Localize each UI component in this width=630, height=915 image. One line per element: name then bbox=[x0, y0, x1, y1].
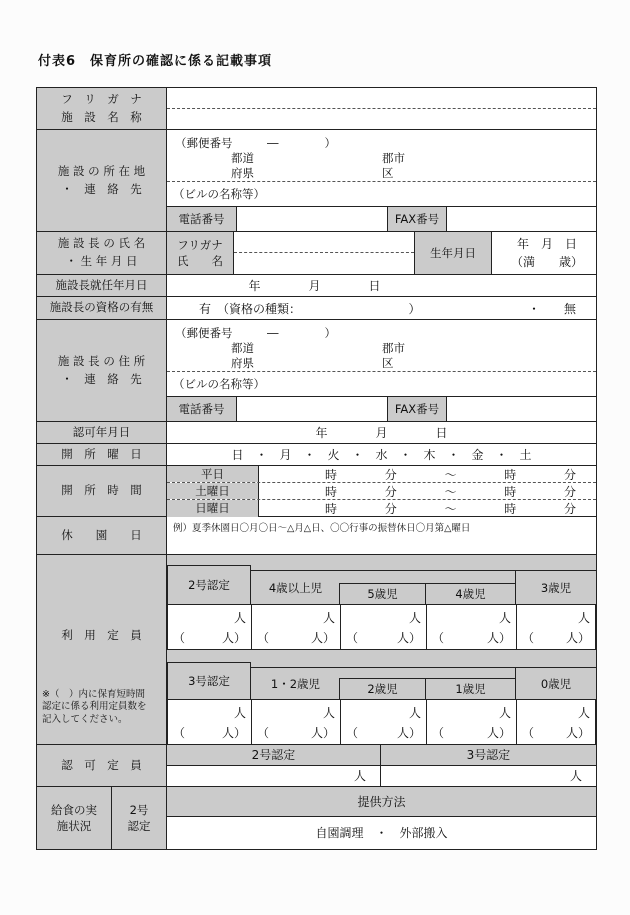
row-open-days bbox=[37, 443, 596, 465]
director-address-blank bbox=[167, 320, 596, 372]
facility-fax-blank bbox=[447, 207, 596, 231]
director-shimei-blank bbox=[234, 253, 414, 274]
page-title: 付表6 保育所の確認に係る記載事項 bbox=[38, 54, 273, 69]
header-cert-no3: 3号認定 bbox=[466, 748, 511, 763]
paren-close: 人） bbox=[486, 726, 511, 740]
header-age0 bbox=[515, 667, 597, 700]
capacity-cell bbox=[427, 700, 517, 744]
facility-name-blank bbox=[167, 109, 596, 130]
paren-open: （ bbox=[173, 631, 186, 645]
county-hint-top: 郡市 bbox=[382, 341, 405, 355]
director-name-blank bbox=[234, 232, 415, 274]
capacity-cell bbox=[252, 700, 341, 744]
unit-hint: 人 bbox=[408, 706, 421, 720]
capacity-values-no2 bbox=[167, 604, 596, 650]
label-name-line: 施 設 名 称 bbox=[61, 109, 142, 124]
age-label: 1歳児 bbox=[455, 682, 486, 696]
facility-building-blank bbox=[167, 182, 596, 207]
minute-hint: 分 bbox=[563, 484, 576, 499]
director-qualification-blank bbox=[167, 297, 596, 319]
open-hours-field bbox=[167, 466, 596, 516]
licensed-no2-blank bbox=[167, 766, 381, 786]
row-usage-capacity bbox=[37, 554, 596, 744]
label-tel: 電話番号 bbox=[167, 207, 237, 231]
label-tel: 電話番号 bbox=[167, 397, 237, 421]
qual-yes-hint: 有 （資格の種類： bbox=[199, 301, 302, 316]
label-director-address bbox=[37, 320, 167, 421]
paren-open: （ bbox=[346, 631, 359, 645]
prefecture-hint-bottom: 府県 bbox=[231, 166, 254, 180]
usage-capacity-title: 利 用 定 員 bbox=[61, 628, 142, 642]
label-line: 給食の実 bbox=[51, 802, 97, 817]
capacity-cell bbox=[252, 605, 341, 649]
approval-ymd-hint: 年 月 日 bbox=[315, 426, 448, 440]
paren-open: （ bbox=[173, 726, 186, 740]
paren-open: （ bbox=[257, 631, 270, 645]
qual-paren-close: ） bbox=[408, 301, 421, 316]
label-saturday: 土曜日 bbox=[167, 483, 259, 499]
label-line: ・ 生 年 月 日 bbox=[65, 254, 138, 268]
paren-open: （ bbox=[432, 726, 445, 740]
paren-open: （ bbox=[257, 726, 270, 740]
paren-close: 人） bbox=[221, 726, 246, 740]
county-hint-top: 郡市 bbox=[382, 151, 405, 165]
label-director-qualification: 施設長の資格の有無 bbox=[37, 297, 167, 319]
unit-hint: 人 bbox=[498, 706, 511, 720]
row-director-qualification bbox=[37, 296, 596, 319]
paren-close: 人） bbox=[565, 726, 590, 740]
unit-hint: 人 bbox=[233, 611, 246, 625]
tilde: ～ bbox=[444, 484, 457, 499]
unit-hint: 人 bbox=[569, 769, 582, 784]
paren-close: 人） bbox=[396, 726, 421, 740]
cert-label: 3号認定 bbox=[188, 674, 230, 688]
form-table bbox=[36, 87, 597, 850]
header-cert-no2 bbox=[167, 565, 251, 605]
director-tel-fax-row bbox=[167, 397, 596, 421]
label-usage-capacity bbox=[37, 555, 167, 744]
facility-tel-blank bbox=[237, 207, 387, 231]
label-facility-address bbox=[37, 130, 167, 231]
label-line: 施状況 bbox=[56, 819, 92, 833]
birthdate-age-hint: （満 歳） bbox=[510, 255, 583, 269]
prefecture-hint-top: 都道 bbox=[231, 341, 254, 355]
label-open-days: 開 所 曜 日 bbox=[37, 444, 167, 465]
label-line: 施 設 長 の 氏 名 bbox=[57, 236, 146, 251]
age-label: 4歳児 bbox=[455, 587, 486, 601]
meal-service-field bbox=[167, 787, 596, 849]
open-days-choices: 日 ・ 月 ・ 火 ・ 水 ・ 木 ・ 金 ・ 土 bbox=[231, 448, 532, 462]
paren-close: 人） bbox=[310, 631, 335, 645]
birthdate-ymd-hint: 年 月 日 bbox=[516, 237, 577, 251]
age-label: 0歳児 bbox=[540, 676, 572, 691]
label-line: 2号 bbox=[129, 802, 149, 817]
prefecture-hint-bottom: 府県 bbox=[231, 356, 254, 370]
facility-furigana-blank bbox=[167, 88, 596, 109]
closed-days-example: 例）夏季休園日〇月〇日～△月△日、〇〇行事の振替休日〇月第△曜日 bbox=[173, 523, 471, 534]
paren-close: 人） bbox=[565, 631, 590, 645]
minute-hint: 分 bbox=[384, 502, 397, 516]
row-facility-address bbox=[37, 129, 596, 231]
facility-tel-fax-row bbox=[167, 207, 596, 231]
row-facility-name bbox=[37, 88, 596, 129]
licensed-capacity-field bbox=[167, 745, 596, 786]
paren-close: 人） bbox=[310, 726, 335, 740]
label-line: 認定 bbox=[127, 819, 151, 833]
header-age1 bbox=[425, 678, 516, 700]
capacity-cell bbox=[517, 605, 595, 649]
facility-address-field bbox=[167, 130, 596, 231]
capacity-values-no3 bbox=[167, 699, 596, 745]
row-closed-days bbox=[37, 516, 596, 554]
hour-hint: 時 bbox=[504, 467, 517, 482]
minute-hint: 分 bbox=[384, 484, 397, 499]
capacity-cell bbox=[341, 700, 427, 744]
capacity-cell bbox=[341, 605, 427, 649]
director-fax-blank bbox=[447, 397, 596, 421]
usage-capacity-note bbox=[42, 689, 165, 726]
facility-address-blank bbox=[167, 130, 596, 182]
age-label: 3歳児 bbox=[540, 580, 572, 595]
header-age5 bbox=[339, 583, 426, 605]
minute-hint: 分 bbox=[563, 467, 576, 482]
paren-close: 人） bbox=[221, 631, 246, 645]
label-furigana-line: フ リ ガ ナ bbox=[61, 91, 142, 106]
capacity-cell bbox=[168, 605, 252, 649]
tilde: ～ bbox=[444, 467, 457, 482]
unit-hint: 人 bbox=[322, 706, 335, 720]
qual-no-hint: ・ 無 bbox=[527, 301, 576, 316]
weekday-time-blank bbox=[259, 466, 596, 482]
licensed-header bbox=[167, 745, 596, 766]
paren-open: （ bbox=[522, 631, 535, 645]
paren-close: 人） bbox=[396, 631, 421, 645]
director-address-field bbox=[167, 320, 596, 421]
open-hours-saturday bbox=[167, 483, 596, 500]
building-hint: （ビルの名称等） bbox=[173, 187, 265, 202]
minute-hint: 分 bbox=[563, 502, 576, 516]
unit-hint: 人 bbox=[408, 611, 421, 625]
group-label: 1・2歳児 bbox=[270, 676, 321, 691]
start-ymd-hint: 年 月 日 bbox=[248, 279, 381, 293]
licensed-no3-blank bbox=[381, 766, 596, 786]
unit-hint: 人 bbox=[577, 611, 590, 625]
note-line: 記入してください。 bbox=[42, 713, 128, 725]
approval-date-blank bbox=[167, 422, 596, 443]
label-shimei: 氏 名 bbox=[177, 254, 223, 268]
label-director-start: 施設長就任年月日 bbox=[37, 275, 167, 296]
unit-hint: 人 bbox=[322, 611, 335, 625]
age-label: 2歳児 bbox=[367, 682, 398, 696]
director-building-blank bbox=[167, 372, 596, 397]
director-birthdate-blank bbox=[492, 232, 596, 274]
facility-name-field bbox=[167, 88, 596, 129]
label-fax: FAX番号 bbox=[387, 397, 447, 421]
group-label: 4歳以上児 bbox=[268, 580, 323, 595]
label-director-furigana-name bbox=[167, 232, 234, 274]
unit-hint: 人 bbox=[353, 769, 366, 784]
open-hours-sunday bbox=[167, 500, 596, 517]
unit-hint: 人 bbox=[233, 706, 246, 720]
header-cert-no2: 2号認定 bbox=[167, 745, 381, 765]
row-meal-service bbox=[37, 786, 596, 849]
postal-code-hint: （郵便番号 ― ） bbox=[175, 326, 336, 340]
label-furigana: フリガナ bbox=[177, 237, 223, 252]
row-open-hours bbox=[37, 465, 596, 516]
row-director-name bbox=[37, 231, 596, 274]
label-line: 施 設 の 所 在 地 bbox=[57, 163, 146, 178]
ward-hint: 区 bbox=[382, 356, 394, 370]
label-line: ・ 連 絡 先 bbox=[61, 371, 142, 386]
header-cert-no3 bbox=[167, 662, 251, 700]
hour-hint: 時 bbox=[325, 467, 338, 482]
label-birthdate: 生年月日 bbox=[415, 232, 492, 274]
header-age2 bbox=[339, 678, 426, 700]
minute-hint: 分 bbox=[384, 467, 397, 482]
row-director-address bbox=[37, 319, 596, 421]
note-line: ※（ ）内に保育短時間 bbox=[42, 689, 145, 700]
meal-method-choices: 自園調理 ・ 外部搬入 bbox=[315, 826, 448, 841]
paren-close: 人） bbox=[486, 631, 511, 645]
hour-hint: 時 bbox=[325, 484, 338, 499]
hour-hint: 時 bbox=[504, 502, 517, 516]
row-director-start bbox=[37, 274, 596, 296]
saturday-time-blank bbox=[259, 483, 596, 499]
paren-open: （ bbox=[432, 631, 445, 645]
unit-hint: 人 bbox=[577, 706, 590, 720]
closed-days-blank bbox=[167, 517, 596, 554]
row-approval-date bbox=[37, 421, 596, 443]
director-start-blank bbox=[167, 275, 596, 296]
paren-open: （ bbox=[346, 726, 359, 740]
label-meal-service bbox=[37, 787, 112, 849]
header-age3 bbox=[515, 570, 597, 605]
paren-open: （ bbox=[522, 726, 535, 740]
label-weekday: 平日 bbox=[167, 466, 259, 482]
label-approval-date: 認可年月日 bbox=[37, 422, 167, 443]
row-licensed-capacity bbox=[37, 744, 596, 786]
header-age4 bbox=[425, 583, 516, 605]
open-hours-weekday bbox=[167, 466, 596, 483]
unit-hint: 人 bbox=[498, 611, 511, 625]
label-open-hours: 開 所 時 間 bbox=[37, 466, 167, 516]
label-closed-days: 休 園 日 bbox=[37, 517, 167, 554]
note-line: 認定に係る利用定員数を bbox=[42, 701, 147, 713]
tilde: ～ bbox=[444, 502, 457, 516]
label-meal-cert-no2 bbox=[112, 787, 167, 849]
label-line: 施 設 長 の 住 所 bbox=[57, 353, 146, 368]
label-line: ・ 連 絡 先 bbox=[61, 181, 142, 196]
licensed-values bbox=[167, 766, 596, 786]
director-name-field bbox=[167, 232, 596, 274]
label-fax: FAX番号 bbox=[387, 207, 447, 231]
building-hint: （ビルの名称等） bbox=[173, 377, 265, 392]
hour-hint: 時 bbox=[504, 484, 517, 499]
capacity-cell bbox=[168, 700, 252, 744]
director-furigana-blank bbox=[234, 232, 414, 253]
label-director-name bbox=[37, 232, 167, 274]
prefecture-hint-top: 都道 bbox=[231, 151, 254, 165]
director-tel-blank bbox=[237, 397, 387, 421]
usage-capacity-grid bbox=[167, 555, 596, 744]
age-label: 5歳児 bbox=[367, 587, 398, 601]
ward-hint: 区 bbox=[382, 166, 394, 180]
sunday-time-blank bbox=[259, 500, 596, 517]
postal-code-hint: （郵便番号 ― ） bbox=[175, 136, 336, 150]
capacity-cell bbox=[517, 700, 595, 744]
hour-hint: 時 bbox=[325, 502, 338, 516]
meal-method-header: 提供方法 bbox=[167, 787, 596, 817]
label-sunday: 日曜日 bbox=[167, 500, 259, 517]
cert-label: 2号認定 bbox=[188, 578, 230, 592]
label-licensed-capacity: 認 可 定 員 bbox=[37, 745, 167, 786]
capacity-cell bbox=[427, 605, 517, 649]
open-days-value bbox=[167, 444, 596, 465]
label-facility-name bbox=[37, 88, 167, 129]
